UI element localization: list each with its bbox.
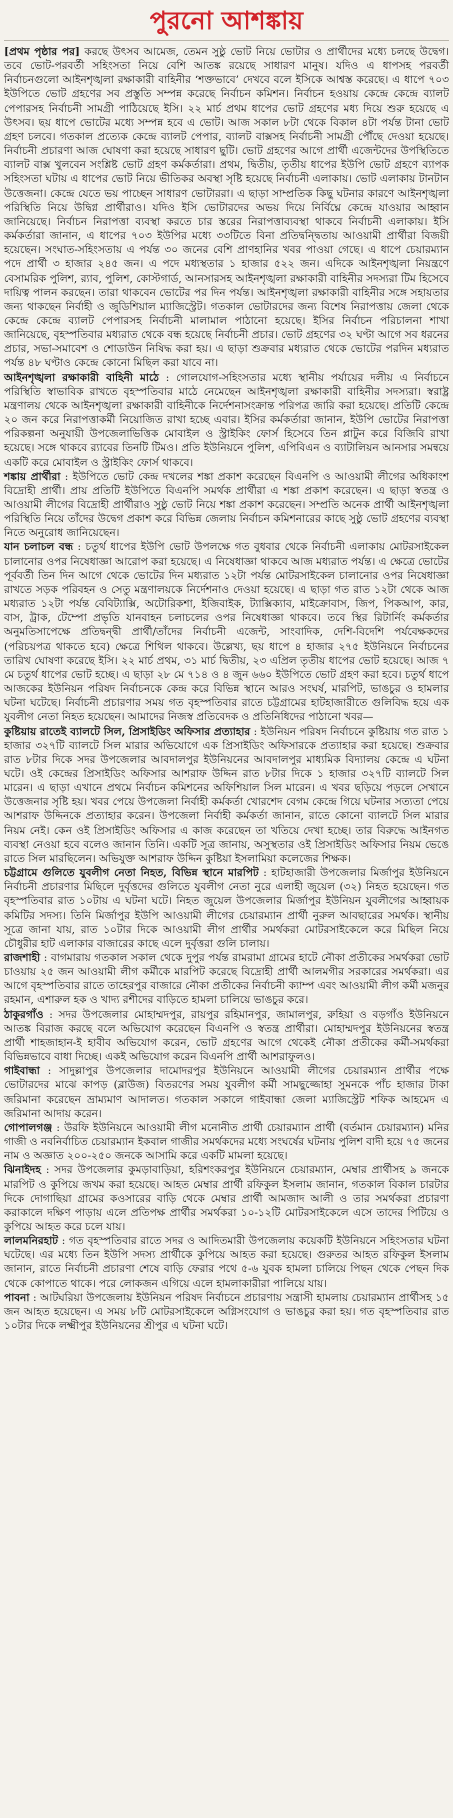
article-paragraph bbox=[4, 470, 449, 541]
paragraph-lead: [প্রথম পৃষ্ঠার পর] bbox=[4, 46, 80, 58]
paragraph-text: : গত বৃহস্পতিবার রাতে সদর ও আদিতমারী উপজেলায় কয়েকটি ইউনিয়নে সহিংসতার ঘটনা ঘটেছে। এর মধ্যে তিন ইউপি সদস্য প্রার্থীকে কুপিয়ে আহত করা হয়েছে। গুরুতর আহত রফিকুল ইসলাম জানান, রাতে নির্বাচনী প্রচারণা শেষে বাড়ি ফেরার পথে ৫-৬ যুবক হামলা চালিয়ে পিছন থেকে পেছন দিক থেকে কোপাতে থাকে। পরে লোকজন এগিয়ে এলে হামলাকারীরা পালিয়ে যায়। bbox=[4, 1235, 449, 1290]
paragraph-lead: যান চলাচল বন্ধ bbox=[4, 541, 74, 554]
paragraph-text: : সদর উপজেলার কুমড়াবাড়িয়া, হরিশংকরপুর ইউনিয়নে চেয়ারম্যান, মেম্বার প্রার্থীসহ ৯ জনকে মারপিট ও কুপিয়ে জখম করা হয়েছে। আহত মেম্বার প্রার্থী রফিকুল ইসলাম জানান, গতকাল বিকাল চারটার দিকে দোগাছিয়া গ্রামের কওসারের বাড়ি থেকে মেম্বার প্রার্থী আমজাদ আলী ও তার সমর্থকরা প্রচারণা করাকালে দক্ষিণ পাড়ায় এলে প্রতিপক্ষ প্রার্থীর সমর্থকরা ১০-১২টি মোটরসাইকেলে এসে তাদের পিটিয়ে ও কুপিয়ে আহত করে চলে যায়। bbox=[4, 1164, 449, 1233]
paragraph-text: : ইউপিতে ভোট কেন্দ্র দখলের শঙ্কা প্রকাশ করেছেন বিএনপি ও আওয়ামী লীগের অধিকাংশ বিদ্রোহী প্রার্থী। প্রায় প্রতিটি ইউপিতে বিএনপি সমর্থক প্রার্থীরা এ শঙ্কা প্রকাশ করেছেন। এ ছাড়া স্বতন্ত্র ও আওয়ামী লীগের বিদ্রোহী প্রার্থীরাও সুষ্ঠু ভোট নিয়ে শঙ্কা প্রকাশ করেছেন। সম্প্রতি অনেক প্রার্থী আইনশৃঙ্খলা পরিস্থিতি নিয়ে তাঁদের উদ্বেগ প্রকাশ করে বিভিন্ন জেলায় নির্বাচন কমিশনারের কাছে সুষ্ঠু ভোট গ্রহণের ব্যবস্থা নিতে অনুরোধ জানিয়েছেন। bbox=[4, 470, 449, 540]
paragraph-lead: গাইবান্ধা bbox=[4, 1065, 40, 1078]
article-paragraph bbox=[4, 540, 449, 724]
paragraph-lead: লালমনিরহাট bbox=[4, 1235, 58, 1248]
article-body bbox=[4, 45, 449, 1333]
article-paragraph bbox=[4, 371, 449, 470]
paragraph-text: : গোলযোগ-সহিংসতার মধ্যে স্থানীয় পর্যায়ের দলীয় এ নির্বাচনে পরিস্থিতি স্বাভাবিক রাখতে বৃহস্পতিবার মাঠে নেমেছেন আইনশৃঙ্খলা রক্ষাকারী বাহিনীর সদস্যরা। স্বরাষ্ট্র মন্ত্রণালয় থেকে আইনশৃঙ্খলা রক্ষাকারী বাহিনীকে নির্দেশনাসংক্রান্ত পরিপত্র জারি করা হয়েছে। প্রতিটি কেন্দ্রে ২০ জন করে নিরাপত্তাকর্মী নিয়োজিত রাখা হচ্ছে এবার। ইসির কর্মকর্তারা জানান, ইউপি ভোটের নিরাপত্তা পরিকল্পনা অনুযায়ী উপজেলাভিত্তিক মোবাইল ও স্ট্রাইকিং ফোর্স হিসেবে তিন প্লাটুন করে বিজিবি রাখা হয়েছে। সঙ্গে থাকবে র‍্যাবের তিনটি টিমও। প্রতি ইউনিয়নে পুলিশ, এপিবিএন ও ব্যাটালিয়ন আনসার সমন্বয়ে একটি করে মোবাইল ও স্ট্রাইকিং ফোর্স থাকবে। bbox=[4, 371, 449, 469]
paragraph-lead: গোপালগঞ্জ bbox=[4, 1121, 53, 1134]
paragraph-lead: কুষ্টিয়ায় রাতেই ব্যালটে সিল, প্রিসাইডিং অফিসার প্রত্যাহার bbox=[4, 725, 251, 738]
article-paragraph bbox=[4, 1064, 449, 1121]
article-paragraph bbox=[4, 1121, 449, 1163]
article-paragraph bbox=[4, 1163, 449, 1234]
paragraph-lead: শঙ্কায় প্রার্থীরা bbox=[4, 470, 61, 483]
article-paragraph bbox=[4, 866, 449, 951]
article-paragraph bbox=[4, 1291, 449, 1333]
paragraph-lead: চট্টগ্রামে গুলিতে যুবলীগ নেতা নিহত, বিভিন্ন স্থানে মারপিট bbox=[4, 867, 259, 880]
paragraph-text: : উরফি ইউনিয়নে আওয়ামী লীগ মনোনীত প্রার্থী চেয়ারম্যান প্রার্থী (বর্তমান চেয়ারম্যান) মনির গাজী ও নবনির্বাচিত চেয়ারম্যান ইকবাল গাজীর সমর্থকদের মধ্যে সংঘর্ষের ঘটনায় পুলিশ বাদী হয়ে ৭৫ জনের নাম ও অজ্ঞাত ২০০-২৫০ জনকে আসামি করে একটি মামলা হয়েছে। bbox=[4, 1121, 449, 1163]
paragraph-text: করছে উৎসব আমেজ, তেমন সুষ্ঠু ভোট নিয়ে ভোটার ও প্রার্থীদের মধ্যে চলছে উদ্বেগ। তবে ভোট-পরবর্তী সহিংসতা নিয়ে বেশি আতঙ্ক রয়েছে সাধারণ মানুষ। যদিও এ ধাপসহ পরবর্তী নির্বাচনগুলো আইনশৃঙ্খলা রক্ষাকারী বাহিনীর ‘শক্তভাবে’ দেখবে বলে ইসিকে আশ্বস্ত করেছে। এ ধাপে ৭০৩ ইউপিতে ভোট গ্রহণের সব প্রস্তুতি সম্পন্ন করেছে নির্বাচন কমিশন। নির্বাচন হওয়ায় কেন্দ্রে কেন্দ্রে ব্যালট পেপারসহ নির্বাচনী সামগ্রী পাঠিয়েছে ইসি। ২২ মার্চ প্রথম ধাপের ভোট গ্রহণের মধ্য দিয়ে শুরু হয়েছে এ উৎসব। ছয় ধাপে ভোটের মধ্যে সম্পন্ন হবে এ ভোট। আজ সকাল ৮টা থেকে বিকাল ৪টা পর্যন্ত টানা ভোট গ্রহণ চলবে। গতকাল প্রত্যেক কেন্দ্রে ব্যালট পেপার, ব্যালট বাক্সসহ নির্বাচনী সামগ্রী পৌঁছে দেওয়া হয়েছে। নির্বাচনী প্রচারণা আজ ঘোষণা করা হয়েছে সাধারণ ছুটি। ভোট গ্রহণের আগে প্রার্থী এজেন্টদের উপস্থিতিতে ব্যালট বাক্স খুলবেন সংশ্লিষ্ট ভোট গ্রহণ কর্মকর্তারা। প্রথম, দ্বিতীয়, তৃতীয় ধাপের ইউপি ভোট গ্রহণে ব্যাপক সহিংসতা ঘটায় এ ধাপের ভোট নিয়ে ভীতিকর অবস্থা সৃষ্টি হয়েছে নির্বাচনী এলাকায়। ভোট এলাকায় টানটান উত্তেজনা। কেন্দ্রে যেতে ভয় পাচ্ছেন সাধারণ ভোটাররা। এ ছাড়া সাম্প্রতিক কিছু ঘটনার কারণে আইনশৃঙ্খলা পরিস্থিতি নিয়ে উদ্বিগ্ন প্রার্থীরাও। যদিও ইসি ভোটারদের অভয় দিয়ে নির্বিঘ্নে কেন্দ্রে যাওয়ার আহ্বান জানিয়েছে। নির্বাচন নিরাপত্তা ব্যবস্থা করতে চার স্তরের নিরাপত্তাব্যবস্থা থাকবে নির্বাচনী এলাকায়। ইসি কর্মকর্তারা জানান, এ ধাপের ৭০৩ ইউপির মধ্যে ৩৩টিতে বিনা প্রতিদ্বন্দ্বিতায় আওয়ামী প্রার্থীরা বিজয়ী হয়েছেন। সংঘাত-সহিংসতায় এ পর্যন্ত ৩০ জনের বেশি প্রাণহানির খবর পাওয়া গেছে। এ ধাপে চেয়ারম্যান পদে প্রার্থী ৩ হাজার ২৪৫ জন। এ পদে মধ্যস্থতার ১ হাজার ৫২২ জন। এদিকে আইনশৃঙ্খলা নিয়ন্ত্রণে বেসামরিক পুলিশ, র‍্যাব, পুলিশ, কোস্টগার্ড, আনসারসহ আইনশৃঙ্খলা রক্ষাকারী বাহিনীর সদস্যরা টিম হিসেবে দায়িত্ব পালন করছেন। তারা থাকবেন ভোটের পর দিন পর্যন্ত। আইনশৃঙ্খলা রক্ষাকারী বাহিনীর সঙ্গে সহায়তার জন্য থাকছেন নির্বাহী ও জুডিশিয়াল ম্যাজিস্ট্রেট। গতকাল ভোটারদের জন্য বিশেষ নিরাপত্তায় জেলা থেকে কেন্দ্রে কেন্দ্রে ব্যালট পেপারসহ নির্বাচনী মালামাল পাঠানো হয়েছে। ইসির নির্বাচন পরিচালনা শাখা জানিয়েছে, বৃহস্পতিবার মধ্যরাত থেকে বন্ধ হয়েছে নির্বাচনী প্রচার। ভোট গ্রহণের ৩২ ঘণ্টা আগে সব ধরনের প্রচার, সভা-সমাবেশ ও শোডাউন নিষিদ্ধ করা হয়। এ ছাড়া শুক্রবার মধ্যরাত থেকে ভোটের পরদিন মধ্যরাত পর্যন্ত ৪৮ ঘণ্টাও কেন্দ্রে কোনো মিছিল করা যাবে না। bbox=[4, 46, 449, 370]
paragraph-lead: আইনশৃঙ্খলা রক্ষাকারী বাহিনী মাঠে bbox=[4, 371, 159, 384]
headline: পুরনো আশঙ্কায় bbox=[4, 4, 449, 41]
article-paragraph bbox=[4, 725, 449, 867]
paragraph-text: : চতুর্থ ধাপের ইউপি ভোট উপলক্ষে গত বুধবার থেকে নির্বাচনী এলাকায় মোটরসাইকেল চালানোর ওপর নিষেধাজ্ঞা আরোপ করা হয়েছে। এ নিষেধাজ্ঞা থাকবে আজ মধ্যরাত পর্যন্ত। এ ক্ষেত্রে ভোটের পূর্ববর্তী তিন দিন আগে থেকে ভোটের দিন মধ্যরাত ১২টা পর্যন্ত মোটরসাইকেল চালানোর ওপর নিষেধাজ্ঞা রাখতে সড়ক পরিবহন ও সেতু মন্ত্রণালয়কে নির্দেশনাও দেওয়া হয়েছে। এ ছাড়া গত রাত ১২টা থেকে আজ মধ্যরাত ১২টা পর্যন্ত বেবিট্যাক্সি, অটোরিকশা, ইজিবাইক, ট্যাক্সিক্যাব, মাইক্রোবাস, জিপ, পিকআপ, কার, বাস, ট্রাক, টেম্পো প্রভৃতি যানবাহন চলাচলের ওপর নিষেধাজ্ঞা থাকবে। তবে স্থির রিটার্নিং কর্মকর্তার অনুমতিসাপেক্ষে প্রতিদ্বন্দ্বী প্রার্থী/তাঁদের নির্বাচনী এজেন্ট, সাংবাদিক, দেশি-বিদেশি পর্যবেক্ষকদের (পরিচয়পত্র থাকতে হবে) ক্ষেত্রে শিথিল থাকবে। উল্লেখ্য, ছয় ধাপে ৪ হাজার ২৭৫ ইউনিয়নে নির্বাচনের তারিখ ঘোষণা করেছে ইসি। ২২ মার্চ প্রথম, ৩১ মার্চ দ্বিতীয়, ২৩ এপ্রিল তৃতীয় ধাপের ভোট হয়েছে। আজ ৭ মে চতুর্থ ধাপের ভোট হচ্ছে। এ ছাড়া ২৮ মে ৭১৪ ও ৪ জুন ৬৬০ ইউপিতে ভোট গ্রহণ করা হবে। চতুর্থ ধাপে আজকের ইউনিয়ন পরিষদ নির্বাচনকে কেন্দ্র করে বিভিন্ন স্থানে আরও সংঘর্ষ, মারপিট, ভাঙচুর ও হামলার ঘটনা ঘটেছে। নির্বাচনী প্রচারণার সময় গত বৃহস্পতিবার রাতে চট্টগ্রামের হাটহাজারীতে গুলিবিদ্ধ হয়ে এক যুবলীগ নেতা নিহত হয়েছেন। আমাদের নিজস্ব প্রতিবেদক ও প্রতিনিধিদের পাঠানো খবর— bbox=[4, 541, 449, 724]
paragraph-lead: ঠাকুরগাঁও bbox=[4, 1008, 44, 1021]
paragraph-text: : সদর উপজেলার মোহাম্মদপুর, রায়পুর রহিমানপুর, জামালপুর, রুহিয়া ও বড়গাঁও ইউনিয়নে আতঙ্ক বিরাজ করছে বলে অভিযোগ করেছেন বিএনপি ও স্বতন্ত্র প্রার্থীরা। মোহাম্মদপুর ইউনিয়নের স্বতন্ত্র প্রার্থী শাহজাহান-ই হাবীব অভিযোগ করেন, ভোট গ্রহণের আগে থেকেই নৌকা প্রতীকের কর্মী-সমর্থকরা বিভিন্নভাবে বাধা দিচ্ছে। একই অভিযোগ করেন বিএনপি প্রার্থী আশরাফুলও। bbox=[4, 1008, 449, 1064]
paragraph-lead: রাজশাহী bbox=[4, 952, 41, 964]
article-paragraph bbox=[4, 45, 449, 371]
paragraph-text: : হাটহাজারী উপজেলার মির্জাপুর ইউনিয়নে নির্বাচনী প্রচারণার মিছিলে দুর্বৃত্তদের গুলিতে যুবলীগ নেতা নুরে এলাহী জুয়েল (৩২) নিহত হয়েছেন। গত বৃহস্পতিবার রাত ১০টায় এ ঘটনা ঘটে। নিহত জুয়েল উপজেলার মির্জাপুর ইউনিয়ন যুবলীগের আহ্বায়ক কমিটির সদস্য। তিনি মির্জাপুর ইউপি আওয়ামী লীগের চেয়ারম্যান প্রার্থী নুরুল আবছারের সমর্থক। স্থানীয় সূত্রে জানা যায়, রাত ১০টার দিকে আওয়ামী লীগ প্রার্থীর সমর্থকরা মোটরসাইকেলে করে মিছিল নিয়ে চৌধুরীর হাট এলাকার বাজারের কাছে এলে দুর্বৃত্তরা গুলি চালায়। bbox=[4, 867, 449, 950]
paragraph-text: : বাগমারায় গতকাল সকাল থেকে দুপুর পর্যন্ত রামরামা গ্রামের হাটে নৌকা প্রতীকের সমর্থকরা ভোট চাওয়ায় ২৫ জন আওয়ামী লীগ কর্মীকে মারপিট করেছে বিদ্রোহী প্রার্থী আলমগীর সরকারের সমর্থকরা। এর আগে বৃহস্পতিবার রাতে তাহেরপুর বাজারে নৌকা প্রতীকের নির্বাচনী ক্যাম্প এবং আওয়ামী লীগ কর্মী মজনুর রহমান, এশারুল হক ও খাদ্য রশীদের বাড়িতে হামলা চালিয়ে ভাঙচুর করে। bbox=[4, 952, 449, 1007]
paragraph-lead: ঝিনাইদহ bbox=[4, 1164, 41, 1177]
article-paragraph bbox=[4, 951, 449, 1008]
article-paragraph bbox=[4, 1008, 449, 1065]
article-paragraph bbox=[4, 1234, 449, 1291]
paragraph-text: : ইউনিয়ন পরিষদ নির্বাচনে কুষ্টিয়ায় গত রাত ১ হাজার ৩২৭টি ব্যালটে সিল মারার অভিযোগে এক প্রিসাইডিং অফিসারকে প্রত্যাহার করা হয়েছে। শুক্রবার রাত ৮টার দিকে সদর উপজেলার আবদালপুর ইউনিয়নের আবদালপুর মাধ্যমিক বিদ্যালয় কেন্দ্রে এ ঘটনা ঘটে। ওই কেন্দ্রের প্রিসাইডিং অফিসার আশরাফ উদ্দিন রাত ৮টার দিকে ১ হাজার ৩২৭টি ব্যালটে সিল মারেন। এ ছাড়া এখানে প্রথমে নির্বাচন কমিশনের অফিশিয়াল সিল মারেন। এ খবর ছড়িয়ে পড়লে সেখানে উত্তেজনার সৃষ্টি হয়। খবর পেয়ে উপজেলা নির্বাহী কর্মকর্তা খোরশেদ বেগম কেন্দ্রে গিয়ে ঘটনার সত্যতা পেয়ে আশরাফ উদ্দিনকে প্রত্যাহার করেন। উপজেলা নির্বাহী কর্মকর্তা জানান, রাতে কোনো ব্যালটে সিল মারার নিয়ম নেই। কেন ওই প্রিসাইডিং অফিসার এ কাজ করেছেন তা খতিয়ে দেখা হচ্ছে। তার বিরুদ্ধে আইনগত ব্যবস্থা নেওয়া হবে বলেও জানান তিনি। একটি সূত্র জানায়, অসুস্থতার ওই প্রিসাইডিং অফিসার নিয়ম ভেঙে রাতে সিল মারছিলেন। অভিযুক্ত আশরাফ উদ্দিন কুষ্টিয়া ইসলামিয়া কলেজের শিক্ষক। bbox=[4, 725, 449, 865]
paragraph-text: : সাদুল্লাপুর উপজেলার দামোদরপুর ইউনিয়নে আওয়ামী লীগের চেয়ারম্যান প্রার্থীর পক্ষে ভোটারদের মাঝে কাপড় (ব্লাউজ) বিতরণের সময় যুবলীগ কর্মী সামছুজ্জোহা সুমনকে পাঁচ হাজার টাকা জরিমানা করেছেন ভ্রাম্যমাণ আদালত। গতকাল সকালে গাইবান্ধা জেলা ম্যাজিস্ট্রেট শফিক আহমেদ এ জরিমানা আদায় করেন। bbox=[4, 1065, 449, 1120]
paragraph-lead: পাবনা bbox=[4, 1291, 30, 1304]
paragraph-text: : আটঘরিয়া উপজেলায় ইউনিয়ন পরিষদ নির্বাচনে প্রচারণায় সন্ত্রাসী হামলায় চেয়ারম্যান প্রার্থীসহ ১৫ জন আহত হয়েছেন। এ সময় ৮টি মোটরসাইকেলে অগ্নিসংযোগ ও ভাঙচুর করা হয়। গত বৃহস্পতিবার রাত ১০টার দিকে লক্ষ্মীপুর ইউনিয়নের শ্রীপুর এ ঘটনা ঘটে। bbox=[4, 1291, 449, 1333]
